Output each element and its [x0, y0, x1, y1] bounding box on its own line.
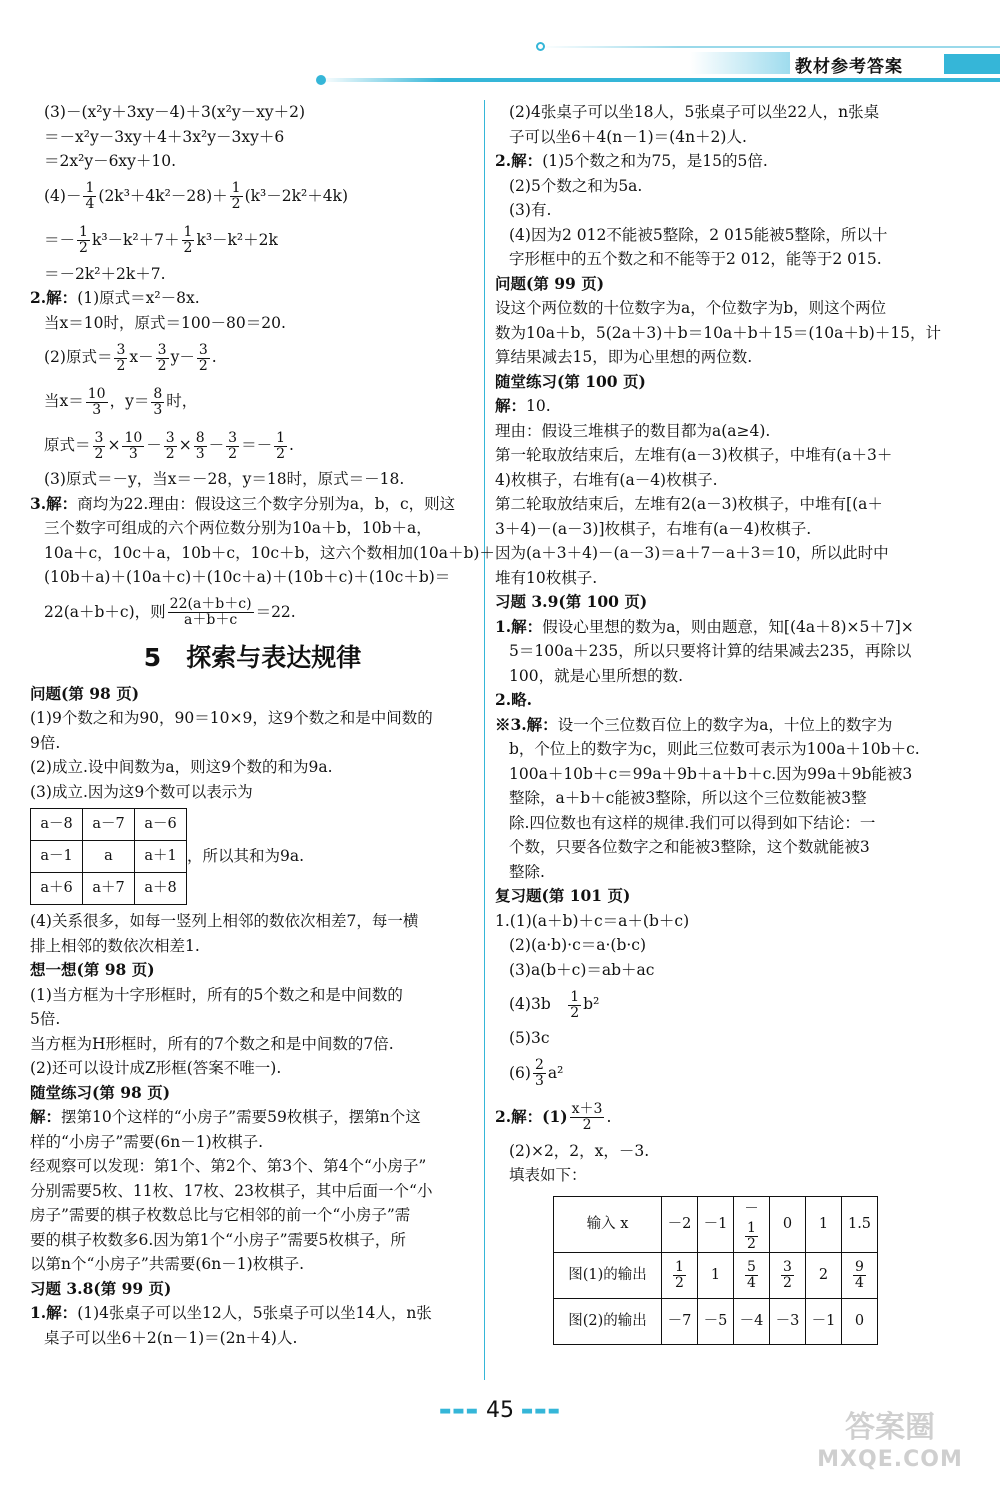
fraction — [182, 225, 195, 256]
line — [30, 590, 475, 634]
line: 100，就是心里所想的数. — [509, 666, 684, 685]
numerator: 22(a＋b＋c) — [169, 596, 252, 612]
denominator: 4 — [85, 196, 95, 212]
grid-row — [31, 809, 187, 841]
line: (4)关系很多，如每一竖列上相邻的数依次相差7，每一横 — [30, 912, 419, 930]
grid-row — [30, 808, 475, 905]
line: 要的棋子枚数多6.因为第1个“小房子”需要5枚棋子，所 — [30, 1230, 406, 1249]
line: 填表如下： — [509, 1166, 587, 1184]
table-row — [554, 1299, 878, 1345]
table-cell: 0 — [842, 1299, 878, 1345]
fraction — [122, 431, 144, 462]
table-row — [554, 1253, 878, 1299]
question-label: 1.解： — [495, 616, 543, 636]
line — [30, 492, 475, 517]
fraction — [781, 1260, 794, 1291]
text: 原式＝ — [44, 436, 91, 454]
text: － — [208, 436, 225, 454]
fraction — [274, 431, 287, 462]
denominator: 2 — [276, 445, 285, 462]
fraction — [77, 225, 90, 256]
line: 2.略. — [495, 690, 533, 709]
line: 个数，只要各位数字之和能被3整除，这个数就能被3 — [509, 838, 870, 856]
denominator: 3 — [153, 401, 163, 418]
table-header: 图(1)的输出 — [554, 1253, 662, 1299]
denominator: 3 — [92, 401, 102, 418]
line: 经观察可以发现：第1个、第2个、第3个、第4个“小房子” — [30, 1157, 427, 1175]
answer-label: 解： — [495, 396, 527, 415]
fraction — [673, 1260, 686, 1291]
question-label: 1.解： — [30, 1303, 78, 1322]
grid-cell: a－8 — [31, 809, 83, 841]
text: (1)4张桌子可以坐12人，5张桌子可以坐14人，n张 — [77, 1304, 432, 1322]
line — [30, 286, 475, 311]
subsection-title: 随堂练习(第 98 页) — [30, 1082, 171, 1102]
header-solid-dot — [316, 75, 326, 85]
grid-cell: a＋6 — [31, 873, 83, 905]
line: 字形框中的五个数之和不能等于2 012，能等于2 015. — [509, 250, 882, 268]
line: (2)×2，2，x，－3. — [509, 1141, 650, 1160]
grid-cell: a－1 — [31, 841, 83, 873]
fraction — [86, 387, 108, 418]
fraction — [194, 431, 207, 462]
line — [495, 982, 940, 1026]
fraction — [230, 181, 243, 212]
numerator: 1 — [570, 988, 580, 1005]
denominator: 2 — [79, 240, 88, 256]
line: 样的“小房子”需要(6n－1)枚棋子. — [30, 1132, 264, 1151]
question-label: ※3.解： — [495, 714, 558, 734]
line: ＝2x²y－6xy＋10. — [44, 152, 177, 170]
question-label: 2.解： — [30, 288, 78, 307]
text: 假设心里想的数为a，则由题意，知[(4a＋8)×5＋7]× — [542, 617, 914, 636]
grid-cell: a－6 — [135, 809, 187, 841]
line: (1)9个数之和为90，90＝10×9，这9个数之和是中间数的 — [30, 709, 433, 727]
table-cell — [734, 1196, 770, 1253]
text: － — [146, 436, 162, 454]
subsection-title: 问题(第 98 页) — [30, 683, 140, 703]
question-label: 3.解： — [30, 493, 78, 513]
fraction — [114, 343, 127, 374]
grid-cell: a＋1 — [135, 841, 187, 873]
page-dots-left-icon: ▬▬▬ — [439, 1403, 479, 1419]
numerator: 1 — [231, 180, 241, 196]
text: b² — [583, 995, 600, 1013]
fraction — [745, 1260, 758, 1291]
numerator: 1 — [79, 224, 88, 240]
denominator: 3 — [534, 1073, 544, 1089]
header-title: 教材参考答案 — [795, 57, 903, 77]
numerator: 10 — [124, 429, 143, 446]
text: (2)原式＝ — [44, 348, 113, 366]
left-column — [30, 100, 495, 1350]
line: (3)有. — [509, 201, 552, 219]
denominator: 4 — [747, 1275, 756, 1291]
input-output-table — [553, 1196, 878, 1346]
line — [495, 1095, 940, 1139]
header-ring-dot — [536, 42, 545, 51]
table-cell: 1 — [698, 1253, 734, 1299]
fraction — [853, 1260, 866, 1291]
text: 摆第10个这样的“小房子”需要59枚棋子，摆第n个这 — [61, 1108, 421, 1126]
line: 整除，a＋b＋c能被3整除，所以这个三位数能被3整 — [509, 789, 867, 807]
line: 1.(1)(a＋b)＋c＝a＋(b＋c) — [495, 911, 690, 930]
line — [30, 423, 475, 467]
text: . — [211, 348, 217, 366]
denominator: 2 — [747, 1236, 756, 1252]
text: ＝－ — [241, 436, 273, 454]
page-number — [420, 1398, 580, 1423]
table-cell — [770, 1253, 806, 1299]
text: (6) — [509, 1063, 531, 1082]
grid-cell: a — [83, 841, 135, 873]
table-row — [554, 1196, 878, 1253]
text: ＝22. — [255, 602, 296, 621]
line: 第二轮取放结束后，左堆有2(a－3)枚棋子，中堆有[(a＋ — [495, 495, 883, 513]
denominator: 2 — [675, 1275, 684, 1291]
text: 时， — [166, 392, 198, 410]
text: (k³－2k²＋4k) — [244, 186, 348, 205]
fraction — [570, 1102, 605, 1133]
subsection-title: 想一想(第 98 页) — [30, 960, 155, 979]
header-gradient-block — [690, 52, 790, 74]
text: (1)原式＝x²－8x. — [77, 289, 200, 307]
text: k³－k²＋7＋ — [91, 230, 180, 249]
line: 3＋4)－(a－3)]枚棋子，右堆有(a－4)枚棋子. — [495, 519, 812, 538]
answer-label: 解： — [30, 1107, 62, 1126]
grid-row — [31, 841, 187, 873]
subsection-title: 习题 3.8(第 99 页) — [30, 1278, 172, 1298]
numerator: x＋3 — [571, 1101, 603, 1117]
text: (4)－ — [44, 186, 82, 205]
grid-after-text: ，所以其和为9a. — [187, 847, 305, 866]
numerator: 9 — [855, 1259, 864, 1275]
numerator: 5 — [747, 1259, 756, 1275]
table-header: 输入 x — [554, 1196, 662, 1253]
text: y－ — [170, 348, 195, 366]
table-cell: 1 — [806, 1196, 842, 1253]
table-cell: －2 — [662, 1196, 698, 1253]
table-cell: －5 — [698, 1299, 734, 1345]
fraction — [83, 181, 96, 212]
line: 排上相邻的数依次相差1. — [30, 936, 200, 955]
line: ＝－2k²＋2k＋7. — [44, 264, 166, 283]
watermark-top: 答案圈 — [845, 1410, 935, 1445]
text: × — [178, 436, 192, 454]
line — [495, 615, 940, 640]
line: 房子”需要的棋子枚数总比与它相邻的前一个“小房子”需 — [30, 1206, 411, 1224]
denominator: 2 — [231, 196, 241, 212]
line: (3)原式＝－y，当x＝－28，y＝18时，原式＝－18. — [44, 470, 405, 488]
header-bar — [320, 78, 1000, 82]
text: . — [606, 1107, 612, 1126]
table-cell — [662, 1253, 698, 1299]
text: 设一个三位数百位上的数字为a，十位上的数字为 — [557, 715, 893, 734]
line: 4)枚棋子，右堆有(a－4)枚棋子. — [495, 470, 718, 489]
fraction — [151, 387, 164, 418]
numerator: 10 — [87, 385, 106, 402]
page-number-text: 45 — [486, 1398, 514, 1423]
text: 10. — [526, 397, 551, 415]
line: (3)成立.因为这9个数可以表示为 — [30, 782, 253, 801]
table-cell: －4 — [734, 1299, 770, 1345]
fraction — [745, 1221, 758, 1252]
text: k³－k²＋2k — [196, 230, 278, 249]
line — [30, 379, 475, 423]
table-cell — [842, 1253, 878, 1299]
grid-cell: a＋8 — [135, 873, 187, 905]
denominator: 4 — [855, 1275, 864, 1291]
header-tail-block — [944, 54, 1000, 74]
watermark — [790, 1410, 990, 1480]
line: 5倍. — [30, 1010, 61, 1028]
denominator: 2 — [570, 1004, 580, 1021]
nine-grid-table — [30, 808, 187, 905]
fraction — [226, 431, 239, 462]
question-label: 2.解： — [495, 151, 543, 170]
numerator: 3 — [94, 429, 104, 446]
line — [30, 335, 475, 379]
denominator: a＋b＋c — [184, 612, 238, 628]
text: － — [744, 1200, 759, 1217]
column-divider — [484, 100, 485, 1380]
text: a² — [547, 1063, 564, 1082]
denominator: 2 — [165, 445, 175, 462]
line: 分别需要5枚、11枚、17枚、23枚棋子，其中后面一个“小 — [30, 1181, 433, 1200]
line — [495, 149, 940, 174]
table-cell: －1 — [806, 1299, 842, 1345]
text: 商均为22.理由：假设这三个数字分别为a，b，c，则这 — [77, 494, 456, 513]
denominator: 2 — [116, 357, 126, 374]
line: b，个位上的数字为c，则此三位数可表示为100a＋10b＋c. — [509, 740, 920, 758]
line: 算结果减去15，即为心里想的两位数. — [495, 348, 753, 366]
numerator: 3 — [228, 429, 238, 446]
line — [30, 1105, 475, 1130]
text: 22(a＋b＋c)，则 — [44, 602, 166, 621]
line: ＝－x²y－3xy＋4＋3x²y－3xy＋6 — [44, 127, 285, 146]
numerator: 8 — [153, 385, 163, 402]
line: (2)成立.设中间数为a，则这9个数的和为9a. — [30, 758, 333, 776]
line — [495, 394, 940, 419]
grid-row — [31, 873, 187, 905]
denominator: 2 — [198, 357, 208, 374]
table-cell: －7 — [662, 1299, 698, 1345]
numerator: 1 — [183, 224, 193, 240]
denominator: 3 — [195, 445, 205, 462]
denominator: 2 — [183, 240, 193, 256]
text: (2k³＋4k²－28)＋ — [98, 186, 228, 205]
numerator: 2 — [534, 1057, 544, 1073]
numerator: 3 — [165, 429, 175, 446]
line: 桌子可以坐6＋2(n－1)＝(2n＋4)人. — [44, 1328, 298, 1347]
fraction — [156, 343, 169, 374]
line: 10a＋c，10c＋a，10b＋c，10c＋b，这六个数相加(10a＋b)＋ — [44, 543, 495, 562]
table-cell: 0 — [770, 1196, 806, 1253]
numerator: 1 — [675, 1259, 684, 1275]
table-cell — [734, 1253, 770, 1299]
numerator: 8 — [195, 429, 205, 446]
text: x－ — [129, 348, 154, 366]
line: 第一轮取放结束后，左堆有(a－3)枚棋子，中堆有(a＋3＋ — [495, 446, 893, 464]
numerator: 1 — [276, 429, 285, 446]
line: 当方框为H形框时，所有的7个数之和是中间数的7倍. — [30, 1034, 394, 1053]
subsection-title: 随堂练习(第 100 页) — [495, 371, 646, 391]
line: 数为10a＋b，5(2a＋3)＋b＝10a＋b＋15＝(10a＋b)＋15，计 — [495, 323, 942, 342]
line — [30, 218, 475, 262]
line: (1)当方框为十字形框时，所有的5个数之和是中间数的 — [30, 985, 403, 1004]
table-header: 图(2)的输出 — [554, 1299, 662, 1345]
line: (2)(a·b)·c＝a·(b·c) — [509, 936, 647, 954]
line: 9倍. — [30, 733, 61, 752]
denominator: 2 — [94, 445, 104, 462]
line — [30, 174, 475, 218]
line: (2)还可以设计成Z形框(答案不唯一). — [30, 1059, 282, 1077]
text: 2.解：(1) — [495, 1106, 568, 1126]
fraction — [164, 431, 177, 462]
fraction — [568, 990, 581, 1021]
line: 理由：假设三堆棋子的数目都为a(a≥4). — [495, 421, 771, 440]
text: ，y＝ — [109, 392, 150, 410]
text: ＝－ — [44, 230, 76, 249]
denominator: 3 — [128, 445, 138, 462]
numerator: 3 — [783, 1259, 792, 1275]
right-column — [495, 100, 940, 1345]
text: × — [107, 436, 121, 454]
line: (2)4张桌子可以坐18人，5张桌子可以坐22人，n张桌 — [509, 103, 880, 121]
fraction — [533, 1058, 546, 1089]
line: 除.四位数也有这样的规律.我们可以得到如下结论：一 — [509, 813, 876, 832]
text: (4)3b — [509, 995, 567, 1013]
subsection-title: 复习题(第 101 页) — [495, 886, 631, 905]
table-cell: －3 — [770, 1299, 806, 1345]
line: 因为(a＋3＋4)－(a－3)＝a＋7－a＋3＝10，所以此时中 — [495, 544, 889, 562]
line: 子可以坐6＋4(n－1)＝(4n＋2)人. — [509, 127, 747, 146]
grid-cell: a＋7 — [83, 873, 135, 905]
denominator: 2 — [157, 357, 167, 374]
line — [495, 713, 940, 738]
section-title: 5 探索与表达规律 — [143, 642, 362, 672]
table-cell: 1.5 — [842, 1196, 878, 1253]
line — [30, 1301, 475, 1326]
numerator: 1 — [747, 1220, 756, 1236]
line: 三个数字可组成的六个两位数分别为10a＋b，10b＋a， — [44, 519, 432, 537]
line: (3)－(x²y＋3xy－4)＋3(x²y－xy＋2) — [44, 103, 306, 121]
page-dots-right-icon: ▬▬▬ — [521, 1403, 561, 1419]
text: (1)5个数之和为75，是15的5倍. — [542, 152, 768, 170]
numerator: 3 — [157, 341, 167, 358]
subsection-title: 习题 3.9(第 100 页) — [495, 592, 648, 611]
subsection-title: 问题(第 99 页) — [495, 273, 605, 293]
line: 以第n个“小房子”共需要(6n－1)枚棋子. — [30, 1255, 305, 1273]
watermark-bottom: MXQE.COM — [817, 1447, 963, 1472]
grid-cell: a－7 — [83, 809, 135, 841]
fraction — [168, 597, 254, 628]
fraction — [197, 343, 210, 374]
line: (3)a(b＋c)＝ab＋ac — [509, 960, 655, 979]
denominator: 2 — [228, 445, 238, 462]
numerator: 3 — [198, 341, 208, 358]
line: (10b＋a)＋(10a＋c)＋(10c＋a)＋(10b＋c)＋(10c＋b)＝ — [44, 568, 451, 586]
numerator: 1 — [85, 180, 95, 196]
line: 整除. — [509, 862, 545, 881]
header-thin-line — [540, 46, 1000, 48]
table-cell: －1 — [698, 1196, 734, 1253]
line: (4)因为2 012不能被5整除，2 015能被5整除，所以十 — [509, 225, 888, 244]
line: 5＝100a＋235，所以只要将计算的结果减去235，再除以 — [509, 642, 912, 660]
line: 100a＋10b＋c＝99a＋9b＋a＋b＋c.因为99a＋9b能被3 — [509, 764, 913, 783]
table-cell: 2 — [806, 1253, 842, 1299]
denominator: 2 — [582, 1117, 592, 1133]
denominator: 2 — [783, 1275, 792, 1291]
line: 当x＝10时，原式＝100－80＝20. — [44, 313, 286, 332]
line: (5)3c — [509, 1029, 550, 1047]
numerator: 3 — [116, 341, 126, 358]
line: 堆有10枚棋子. — [495, 568, 598, 587]
line: 设这个两位数的十位数字为a，个位数字为b，则这个两位 — [495, 299, 887, 317]
text: 当x＝ — [44, 392, 84, 410]
line — [495, 1051, 940, 1095]
fraction — [93, 431, 106, 462]
text: . — [289, 436, 294, 454]
line: (2)5个数之和为5a. — [509, 176, 643, 195]
